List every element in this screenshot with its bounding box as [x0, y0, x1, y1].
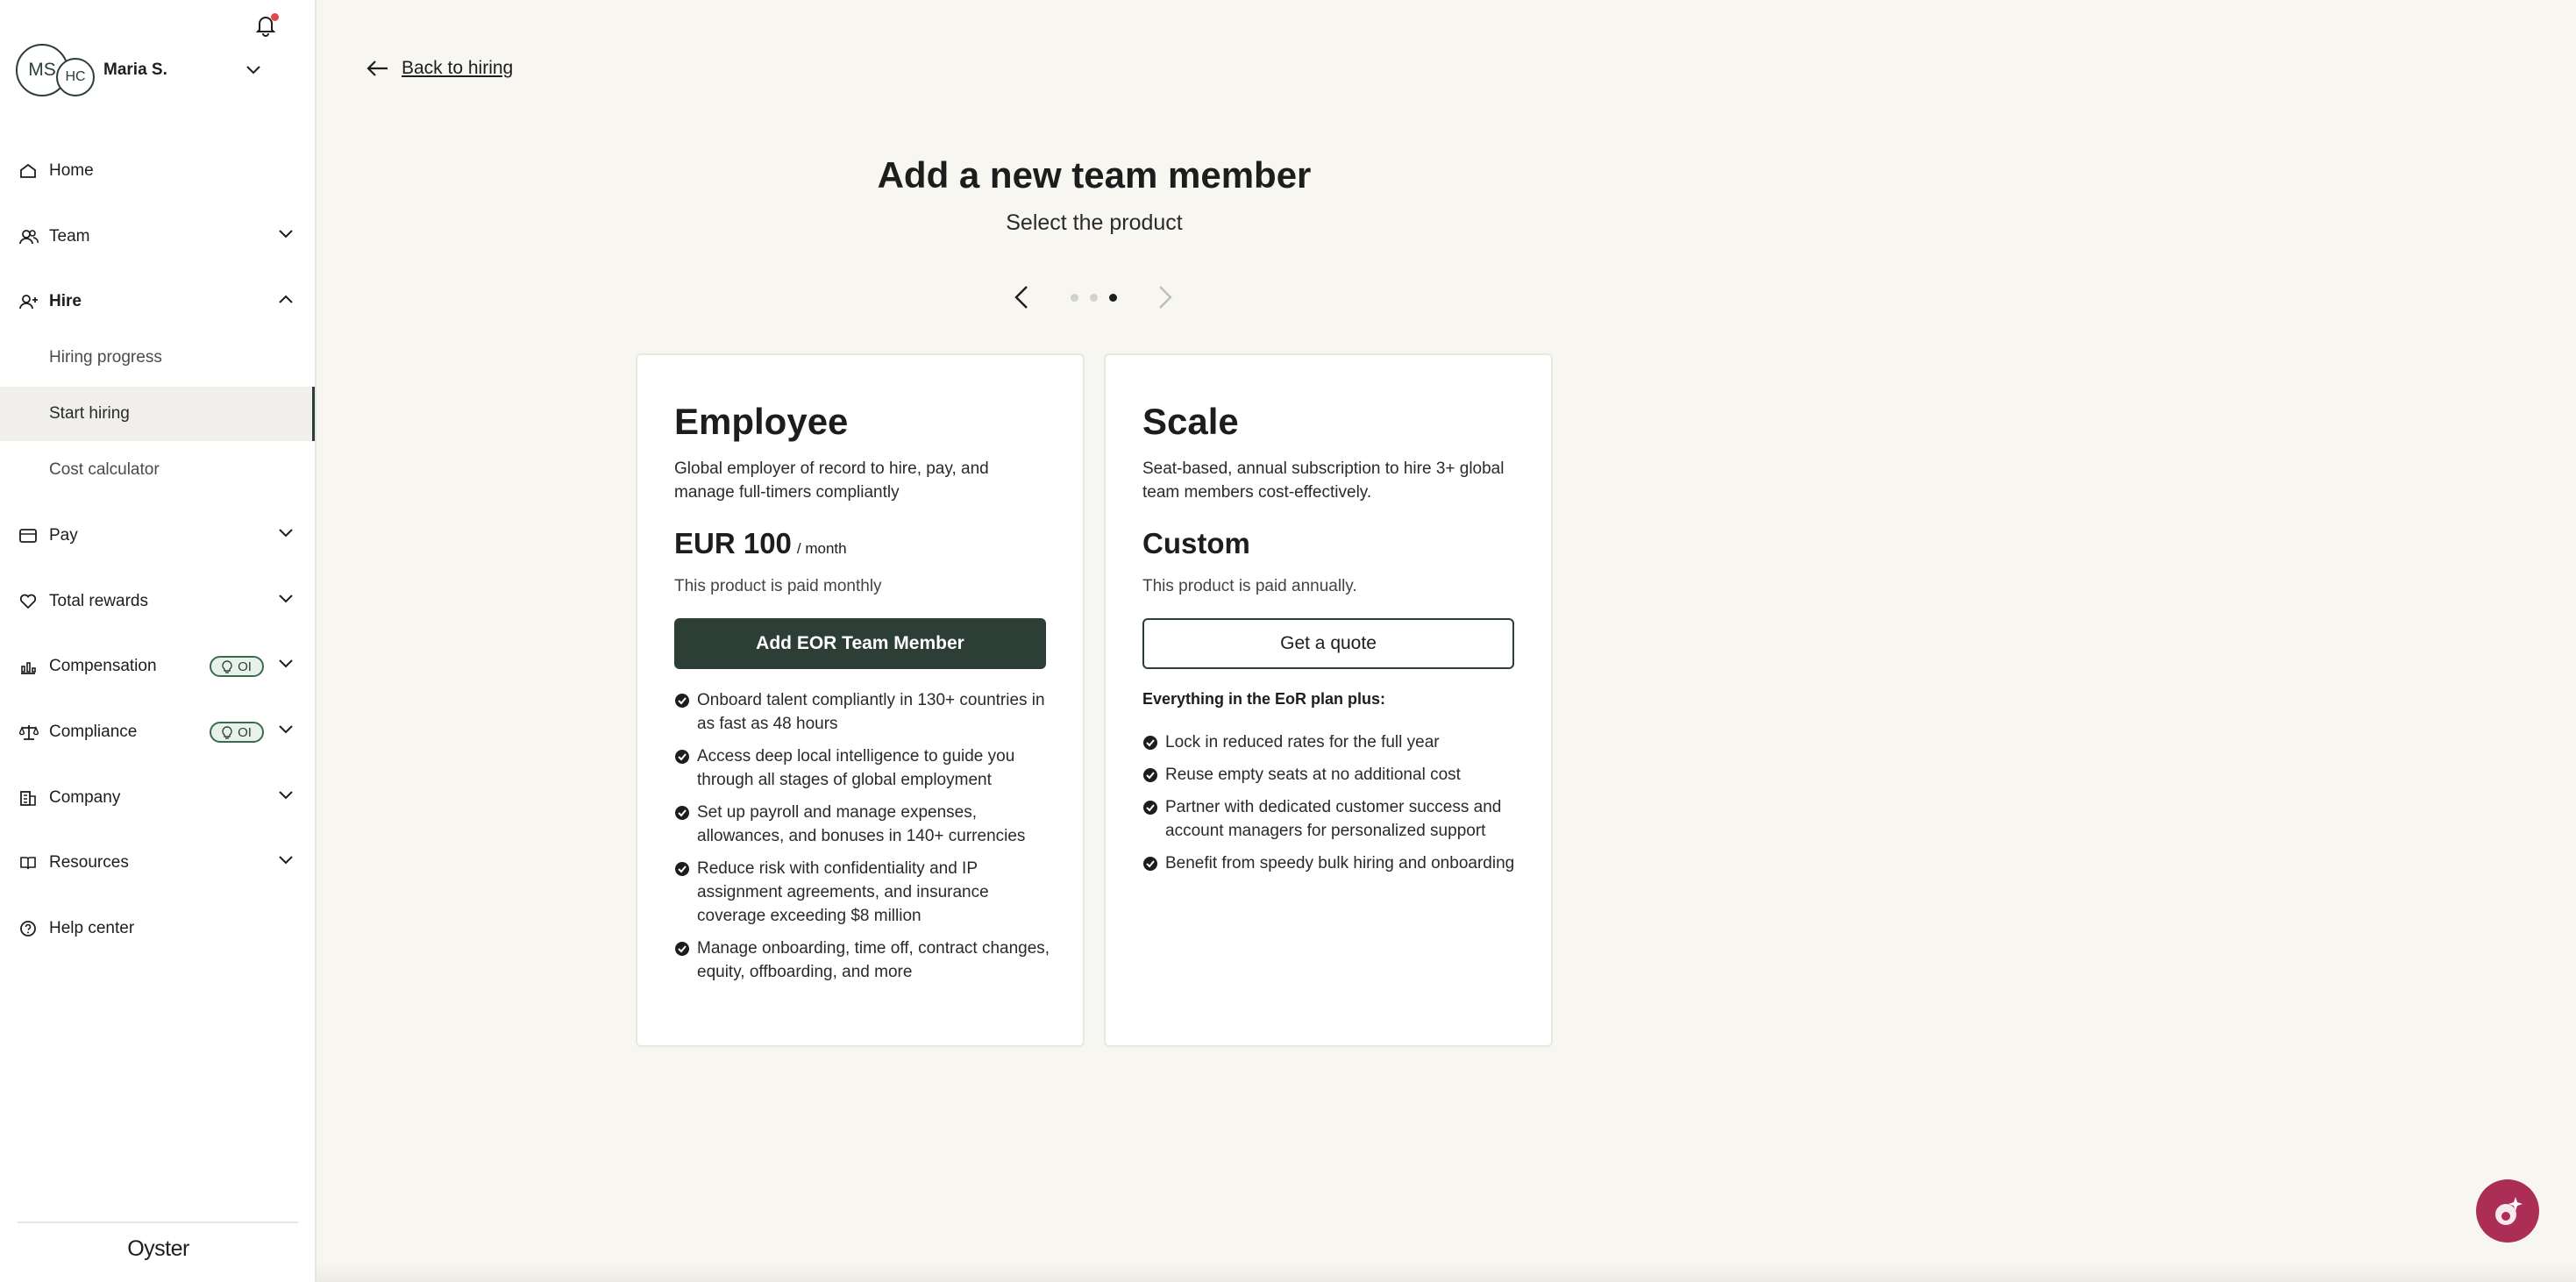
sidebar-item-label: Compensation — [49, 657, 157, 675]
sidebar-item-pay[interactable] — [0, 508, 315, 564]
sidebar-subitem-label: Start hiring — [49, 404, 130, 423]
lightbulb-icon — [222, 726, 232, 739]
check-circle-icon — [674, 861, 690, 877]
feature-text: Set up payroll and manage expenses, allowances, and bonuses in 140+ currencies — [697, 803, 1026, 845]
back-to-hiring-link[interactable] — [366, 58, 513, 79]
notification-dot — [271, 13, 279, 21]
check-circle-icon — [1142, 856, 1158, 872]
card-title: Employee — [674, 401, 849, 442]
back-link-label: Back to hiring — [402, 58, 514, 78]
price-unit: / month — [796, 540, 847, 557]
chevron-down-icon — [278, 659, 294, 669]
carousel-dot-2[interactable] — [1090, 294, 1098, 302]
heart-icon — [19, 592, 39, 611]
building-icon — [19, 788, 39, 808]
list-item — [674, 857, 1060, 928]
sidebar-item-compensation[interactable] — [0, 638, 315, 694]
sidebar-item-label: Home — [49, 161, 94, 180]
page-subtitle: Select the product — [1006, 210, 1183, 235]
feature-text: Access deep local intelligence to guide you through all stages of global employment — [697, 747, 1015, 789]
sidebar-subitem-label: Hiring progress — [49, 348, 162, 367]
card-price — [674, 527, 847, 560]
price-amount: Custom — [1142, 527, 1250, 559]
sidebar-item-compliance[interactable] — [0, 704, 315, 760]
feature-text: Lock in reduced rates for the full year — [1165, 733, 1440, 751]
insight-badge-label: OI — [238, 724, 252, 740]
check-circle-icon — [674, 749, 690, 765]
check-circle-icon — [674, 941, 690, 957]
sparkle-icon — [2490, 1193, 2525, 1229]
sidebar-item-label: Pay — [49, 526, 78, 545]
chevron-down-icon — [278, 855, 294, 865]
sidebar-item-resources[interactable] — [0, 835, 315, 891]
company-avatar-initials: HC — [65, 69, 86, 84]
user-menu[interactable] — [16, 44, 305, 102]
list-item — [674, 801, 1060, 848]
sidebar-item-label: Compliance — [49, 723, 138, 741]
feature-text: Partner with dedicated customer success and account managers for personalized support — [1165, 798, 1502, 840]
sidebar-subitem-hiring-progress[interactable] — [0, 331, 315, 385]
chevron-down-icon[interactable] — [246, 65, 261, 75]
carousel-dot-1[interactable] — [1071, 294, 1078, 302]
sidebar-item-label: Hire — [49, 292, 82, 310]
check-circle-icon — [674, 693, 690, 709]
page-bottom-edge — [317, 1263, 2576, 1282]
card-title: Scale — [1142, 401, 1239, 442]
chevron-down-icon — [278, 528, 294, 538]
sidebar-item-label: Help center — [49, 919, 135, 937]
carousel-dot-3[interactable] — [1109, 294, 1117, 302]
card-price — [1142, 527, 1250, 560]
user-plus-icon — [19, 292, 39, 311]
product-card-employee — [636, 353, 1085, 1047]
sidebar-item-label: Total rewards — [49, 592, 148, 610]
insight-badge — [210, 656, 264, 677]
card-description: Seat-based, annual subscription to hire 3+ global team members cost-effectively. — [1142, 459, 1505, 502]
check-circle-icon — [674, 805, 690, 821]
chevron-down-icon — [278, 594, 294, 604]
sidebar-item-label: Resources — [49, 853, 129, 872]
product-card-scale — [1104, 353, 1553, 1047]
list-item — [674, 688, 1060, 736]
feature-text: Reuse empty seats at no additional cost — [1165, 766, 1461, 784]
avatar-initials: MS — [28, 60, 56, 80]
sidebar-item-total-rewards[interactable] — [0, 573, 315, 630]
brand-logo: Oyster — [127, 1236, 189, 1261]
billing-note: This product is paid monthly — [674, 577, 882, 595]
sidebar-subitem-start-hiring[interactable] — [0, 387, 315, 441]
plan-plus-heading: Everything in the EoR plan plus: — [1142, 690, 1386, 708]
ai-assistant-button[interactable] — [2476, 1179, 2539, 1243]
feature-text: Reduce risk with confidentiality and IP assignment agreements, and insurance coverage exceeding $8 million — [697, 859, 989, 925]
price-amount: EUR 100 — [674, 527, 792, 559]
insight-badge-label: OI — [238, 659, 252, 674]
card-description: Global employer of record to hire, pay, and manage full-timers compliantly — [674, 459, 989, 502]
chevron-down-icon — [278, 724, 294, 735]
list-item — [1142, 730, 1528, 754]
sidebar-item-hire[interactable] — [0, 274, 315, 330]
company-avatar — [56, 58, 95, 96]
list-item — [674, 744, 1060, 792]
list-item — [674, 937, 1060, 984]
sidebar-item-label: Team — [49, 227, 90, 246]
billing-note: This product is paid annually. — [1142, 577, 1357, 595]
page-title: Add a new team member — [877, 154, 1312, 196]
check-circle-icon — [1142, 767, 1158, 783]
sidebar-subitem-cost-calculator[interactable] — [0, 443, 315, 497]
feature-list — [1142, 730, 1528, 884]
sidebar-item-company[interactable] — [0, 770, 315, 826]
insight-badge — [210, 722, 264, 743]
get-a-quote-button[interactable]: Get a quote — [1142, 618, 1514, 669]
user-name: Maria S. — [103, 61, 167, 79]
sidebar-item-label: Company — [49, 788, 121, 807]
book-icon — [19, 853, 39, 872]
feature-text: Manage onboarding, time off, contract changes, equity, offboarding, and more — [697, 939, 1050, 981]
sidebar-item-help-center[interactable] — [0, 901, 315, 957]
help-icon — [19, 919, 39, 938]
list-item — [1142, 795, 1528, 843]
add-eor-team-member-button[interactable]: Add EOR Team Member — [674, 618, 1046, 669]
chart-icon — [19, 657, 39, 676]
list-item — [1142, 851, 1528, 875]
wallet-icon — [19, 526, 39, 545]
feature-text: Onboard talent compliantly in 130+ countries in as fast as 48 hours — [697, 691, 1045, 733]
chevron-right-icon — [1157, 285, 1173, 310]
lightbulb-icon — [222, 660, 232, 673]
feature-text: Benefit from speedy bulk hiring and onboarding — [1165, 854, 1515, 872]
carousel-prev-button[interactable] — [1014, 285, 1029, 310]
sidebar-subitem-label: Cost calculator — [49, 460, 160, 479]
chevron-left-icon — [1014, 285, 1029, 310]
feature-list — [674, 688, 1060, 993]
chevron-down-icon — [278, 790, 294, 801]
check-circle-icon — [1142, 800, 1158, 815]
check-circle-icon — [1142, 735, 1158, 751]
sidebar-divider — [18, 1221, 298, 1223]
scale-icon — [19, 723, 39, 742]
carousel-next-button[interactable] — [1157, 285, 1173, 310]
chevron-up-icon — [278, 294, 294, 304]
list-item — [1142, 763, 1528, 787]
arrow-left-icon — [366, 60, 389, 77]
